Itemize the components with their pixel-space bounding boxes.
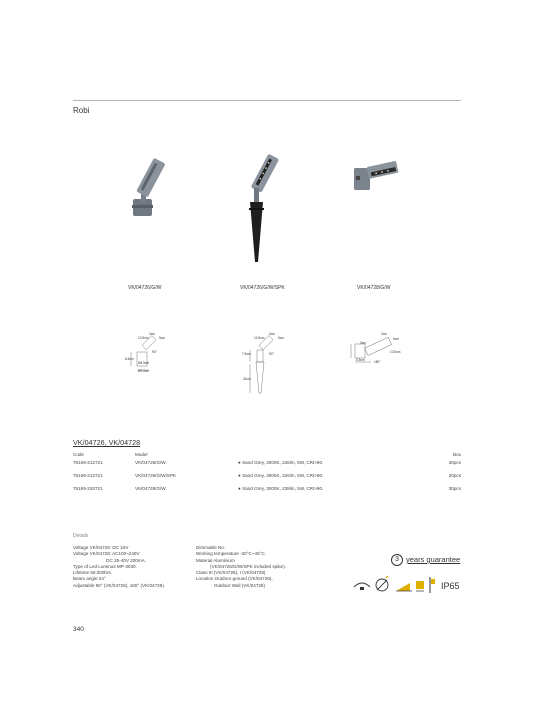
- header-code: Code: [73, 452, 84, 457]
- top-divider: [73, 100, 461, 101]
- row-box: 30pcs: [448, 486, 461, 491]
- spec-line: Dimmable No.: [196, 545, 226, 550]
- specs-right: [196, 545, 286, 589]
- row-code: 75169-213721: [73, 473, 103, 478]
- row-desc: ● Sand Grey, 3000K, 226lm, 5W, CRI>90.: [238, 473, 324, 478]
- spec-line: Outdoor Wall (VK/04728): [196, 582, 266, 588]
- row-code: 75169-220721: [73, 486, 103, 491]
- header-box: Box: [453, 452, 461, 457]
- table-row: [73, 473, 461, 486]
- row-code: 75169-212721: [73, 460, 103, 465]
- dim2-f: 31cm: [243, 377, 251, 381]
- ground-spike-icon: [430, 577, 435, 593]
- spec-line: Lifetime 50.000hrs.: [73, 570, 113, 576]
- guarantee-years: 3: [391, 554, 403, 566]
- product-label-1: VK/04726/G/W: [128, 285, 162, 291]
- no-dimmer-icon: [376, 576, 388, 591]
- ip-rating: IP65: [441, 581, 460, 591]
- page-number: 340: [73, 626, 84, 633]
- dim1-d: 8.5cm: [125, 357, 134, 361]
- dim2-c: 5cm: [278, 336, 285, 340]
- row-model: VK/04726/G/W/SPK: [135, 473, 177, 478]
- section-title: VK/04726, VK/04728: [73, 438, 141, 447]
- spec-line: Type of Led Luminus MP-3030.: [73, 563, 137, 569]
- guarantee-text: years guarantee: [406, 555, 461, 564]
- spec-line: (VK/04726/G/W/SPK included spike).: [196, 563, 286, 569]
- dim3-a: 2cm: [381, 332, 388, 336]
- class-icon: [416, 581, 424, 591]
- dim3-e: 6.5cm: [356, 358, 365, 362]
- page-title: Robi: [73, 106, 90, 115]
- feature-icons: [352, 575, 437, 595]
- spec-line: Material Aluminium: [196, 557, 235, 563]
- spec-line: Beam angle 24°: [73, 576, 106, 582]
- product-label-3: VK/04728/G/W: [357, 285, 391, 291]
- dim3-c: 3cm: [360, 341, 367, 345]
- dimension-drawing-2: [240, 330, 290, 395]
- dimension-drawing-1: [125, 330, 175, 372]
- spec-line: Voltage VK/04728: AC100~240V: [73, 551, 140, 557]
- spec-line: Location Outdoor ground (VK/04726),: [196, 576, 273, 582]
- dim2-d: 7.5cm: [242, 352, 251, 356]
- dimension-drawing-3: [345, 330, 405, 368]
- dim1-a: 2cm: [149, 332, 156, 336]
- specs-left: [73, 545, 165, 589]
- guarantee-badge: [391, 553, 460, 566]
- dim2-b: 10.5cm: [254, 336, 265, 340]
- dim3-f: 180°: [374, 360, 381, 364]
- row-box: 30pcs: [448, 460, 461, 465]
- dim3-d: 10.5cm: [390, 350, 401, 354]
- beam-angle-icon: [396, 583, 412, 591]
- spec-line: Class III (VK/04726), I (VK/04728): [196, 570, 266, 576]
- product-image-base-spot: [125, 150, 175, 220]
- dim2-a: 2cm: [269, 332, 276, 336]
- row-desc-text: Sand Grey, 3000K, 239lm, 5W, CRI>90.: [242, 486, 324, 491]
- row-desc-text: Sand Grey, 3000K, 226lm, 5W, CRI>90.: [242, 460, 324, 465]
- dim1-f: Ø4.5cm: [138, 361, 150, 365]
- dimmable-no-icon: [354, 583, 370, 590]
- product-image-wall-spot: [352, 158, 402, 193]
- dim1-b: 10.5cm: [138, 336, 149, 340]
- row-model: VK/04726/G/W: [135, 460, 166, 465]
- table-header: [73, 452, 461, 460]
- product-image-spike-spot: [240, 150, 285, 265]
- dim3-b: 5cm: [393, 337, 400, 341]
- spec-line: DC 25-40V 200mA.: [73, 557, 147, 563]
- row-desc: ● Sand Grey, 3000K, 239lm, 5W, CRI>90.: [238, 486, 324, 491]
- table-row: [73, 460, 461, 473]
- dim1-g: Ø5.5cm: [138, 369, 150, 372]
- row-box: 20pcs: [448, 473, 461, 478]
- row-desc: ● Sand Grey, 3000K, 226lm, 5W, CRI>90.: [238, 460, 324, 465]
- details-heading: Details: [73, 533, 89, 539]
- spec-line: Working temperature -20°C~45°C.: [196, 551, 267, 557]
- row-desc-text: Sand Grey, 3000K, 226lm, 5W, CRI>90.: [242, 473, 324, 478]
- spec-line: Adjustable 90° (VK/04726), 180° (VK/04728).: [73, 582, 166, 588]
- spec-line: Voltage VK/04726: DC 24V: [73, 545, 129, 550]
- row-model: VK/04728/G/W: [135, 486, 166, 491]
- header-model: Model: [135, 452, 148, 457]
- dim1-e: 90°: [152, 350, 157, 354]
- dim2-e: 90°: [269, 352, 274, 356]
- product-table: [73, 452, 461, 499]
- product-label-2: VK/04726/G/W/SPK: [240, 285, 285, 291]
- table-row: [73, 486, 461, 499]
- dim1-c: 5cm: [159, 336, 166, 340]
